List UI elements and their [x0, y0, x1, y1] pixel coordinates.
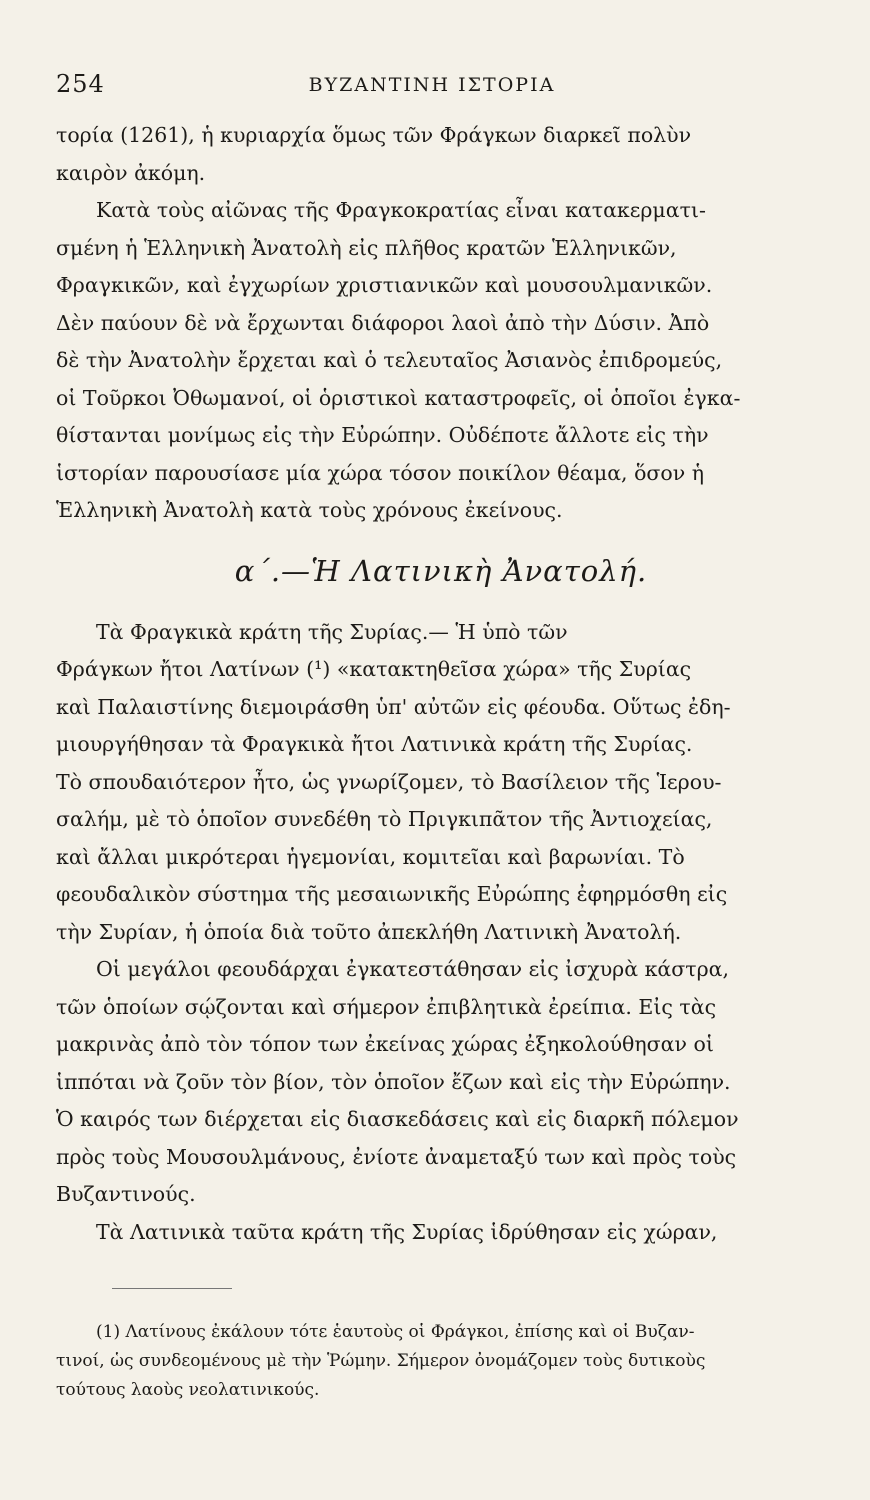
- footnote-line: (1) Λατίνους ἐκάλουν τότε ἑαυτοὺς οἱ Φράγκοι, ἐπίσης καὶ οἱ Βυζαν-: [96, 1322, 695, 1342]
- text-line: καὶ ἄλλαι μικρότεραι ἡγεμονίαι, κομιτεῖαι καὶ βαρωνίαι. Τὸ: [56, 844, 685, 869]
- text-line: σμένη ἡ Ἑλληνικὴ Ἀνατολὴ εἰς πλῆθος κρατῶν Ἑλληνικῶν,: [56, 235, 677, 260]
- footnotes: [56, 1318, 826, 1405]
- paragraph: [56, 614, 826, 952]
- paragraph: [56, 951, 826, 1214]
- running-head: ΒΥΖΑΝΤΙΝΗ ΙΣΤΟΡΙΑ: [308, 74, 556, 96]
- text-line: ἱππόται νὰ ζοῦν τὸν βίον, τὸν ὁποῖον ἔζων καὶ εἰς τὴν Εὐρώπην.: [56, 1069, 731, 1094]
- footnote-line: τούτους λαοὺς νεολατινικούς.: [56, 1380, 320, 1400]
- text-line: καιρὸν ἀκόμη.: [56, 160, 206, 185]
- text-line: ἱστορίαν παρουσίασε μία χώρα τόσον ποικίλον θέαμα, ὅσον ἡ: [56, 460, 705, 485]
- text-line: θίστανται μονίμως εἰς τὴν Εὐρώπην. Οὐδέποτε ἄλλοτε εἰς τὴν: [56, 423, 709, 447]
- text-line: μιουργήθησαν τὰ Φραγκικὰ ἤτοι Λατινικὰ κράτη τῆς Συρίας.: [56, 732, 693, 756]
- paragraph: [56, 192, 826, 530]
- text-line: Τὰ Φραγκικὰ κράτη τῆς Συρίας.— Ἡ ὑπὸ τῶν: [96, 619, 568, 644]
- text-line: σαλήμ, μὲ τὸ ὁποῖον συνεδέθη τὸ Πριγκιπᾶτον τῆς Ἀντιοχείας,: [56, 807, 713, 831]
- text-line: Ἑλληνικὴ Ἀνατολὴ κατὰ τοὺς χρόνους ἐκείνους.: [56, 498, 563, 522]
- text-line: Φράγκων ἤτοι Λατίνων (¹) «κατακτηθεῖσα χώρα» τῆς Συρίας: [56, 657, 692, 681]
- text-line: Φραγκικῶν, καὶ ἐγχωρίων χριστιανικῶν καὶ μουσουλμανικῶν.: [56, 273, 713, 297]
- text-line: Τὸ σπουδαιότερον ἦτο, ὡς γνωρίζομεν, τὸ Βασίλειον τῆς Ἱερου-: [56, 769, 722, 794]
- text-line: καὶ Παλαιστίνης διεμοιράσθη ὑπ' αὐτῶν εἰς φέουδα. Οὕτως ἐδη-: [56, 694, 731, 719]
- text-line: φεουδαλικὸν σύστημα τῆς μεσαιωνικῆς Εὐρώπης ἐφηρμόσθη εἰς: [56, 882, 728, 906]
- text-line: Κατὰ τοὺς αἰῶνας τῆς Φραγκοκρατίας εἶναι κατακερματι-: [96, 198, 706, 222]
- text-line: τορία (1261), ἡ κυριαρχία ὅμως τῶν Φράγκων διαρκεῖ πολὺν: [56, 123, 692, 147]
- text-line: Τὰ Λατινικὰ ταῦτα κράτη τῆς Συρίας ἱδρύθησαν εἰς χώραν,: [96, 1219, 718, 1244]
- page-header: [56, 70, 808, 104]
- paragraph: [56, 117, 826, 192]
- text-line: Δὲν παύουν δὲ νὰ ἔρχωνται διάφοροι λαοὶ ἀπὸ τὴν Δύσιν. Ἀπὸ: [56, 310, 710, 335]
- text-line: Βυζαντινούς.: [56, 1182, 196, 1206]
- footnote-line: τινοί, ὡς συνδεομένους μὲ τὴν Ῥώμην. Σήμερον ὀνομάζομεν τοὺς δυτικοὺς: [56, 1351, 706, 1371]
- text-line: τὴν Συρίαν, ἡ ὁποία διὰ τοῦτο ἀπεκλήθη Λατινικὴ Ἀνατολή.: [56, 919, 682, 944]
- footnote-divider: [112, 1288, 232, 1289]
- text-line: δὲ τὴν Ἀνατολὴν ἔρχεται καὶ ὁ τελευταῖος Ἀσιανὸς ἐπιδρομεύς,: [56, 348, 723, 372]
- page-number: 254: [56, 70, 105, 98]
- text-line: οἱ Τοῦρκοι Ὀθωμανοί, οἱ ὁριστικοὶ καταστροφεῖς, οἱ ὁποῖοι ἐγκα-: [56, 385, 741, 410]
- paragraph: [56, 1214, 826, 1252]
- text-line: μακρινὰς ἀπὸ τὸν τόπον των ἐκείνας χώρας ἐξηκολούθησαν οἱ: [56, 1032, 714, 1056]
- section-heading: α΄.—Ἡ Λατινικὴ Ἀνατολή.: [234, 553, 648, 588]
- text-line: Οἱ μεγάλοι φεουδάρχαι ἐγκατεστάθησαν εἰς ἰσχυρὰ κάστρα,: [96, 957, 729, 981]
- text-line: πρὸς τοὺς Μουσουλμάνους, ἐνίοτε ἀναμεταξύ των καὶ πρὸς τοὺς: [56, 1144, 737, 1169]
- text-line: τῶν ὁποίων σῴζονται καὶ σήμερον ἐπιβλητικὰ ἐρείπια. Εἰς τὰς: [56, 994, 717, 1019]
- text-line: Ὁ καιρός των διέρχεται εἰς διασκεδάσεις καὶ εἰς διαρκῆ πόλεμον: [56, 1107, 739, 1131]
- main-text: [56, 117, 826, 1251]
